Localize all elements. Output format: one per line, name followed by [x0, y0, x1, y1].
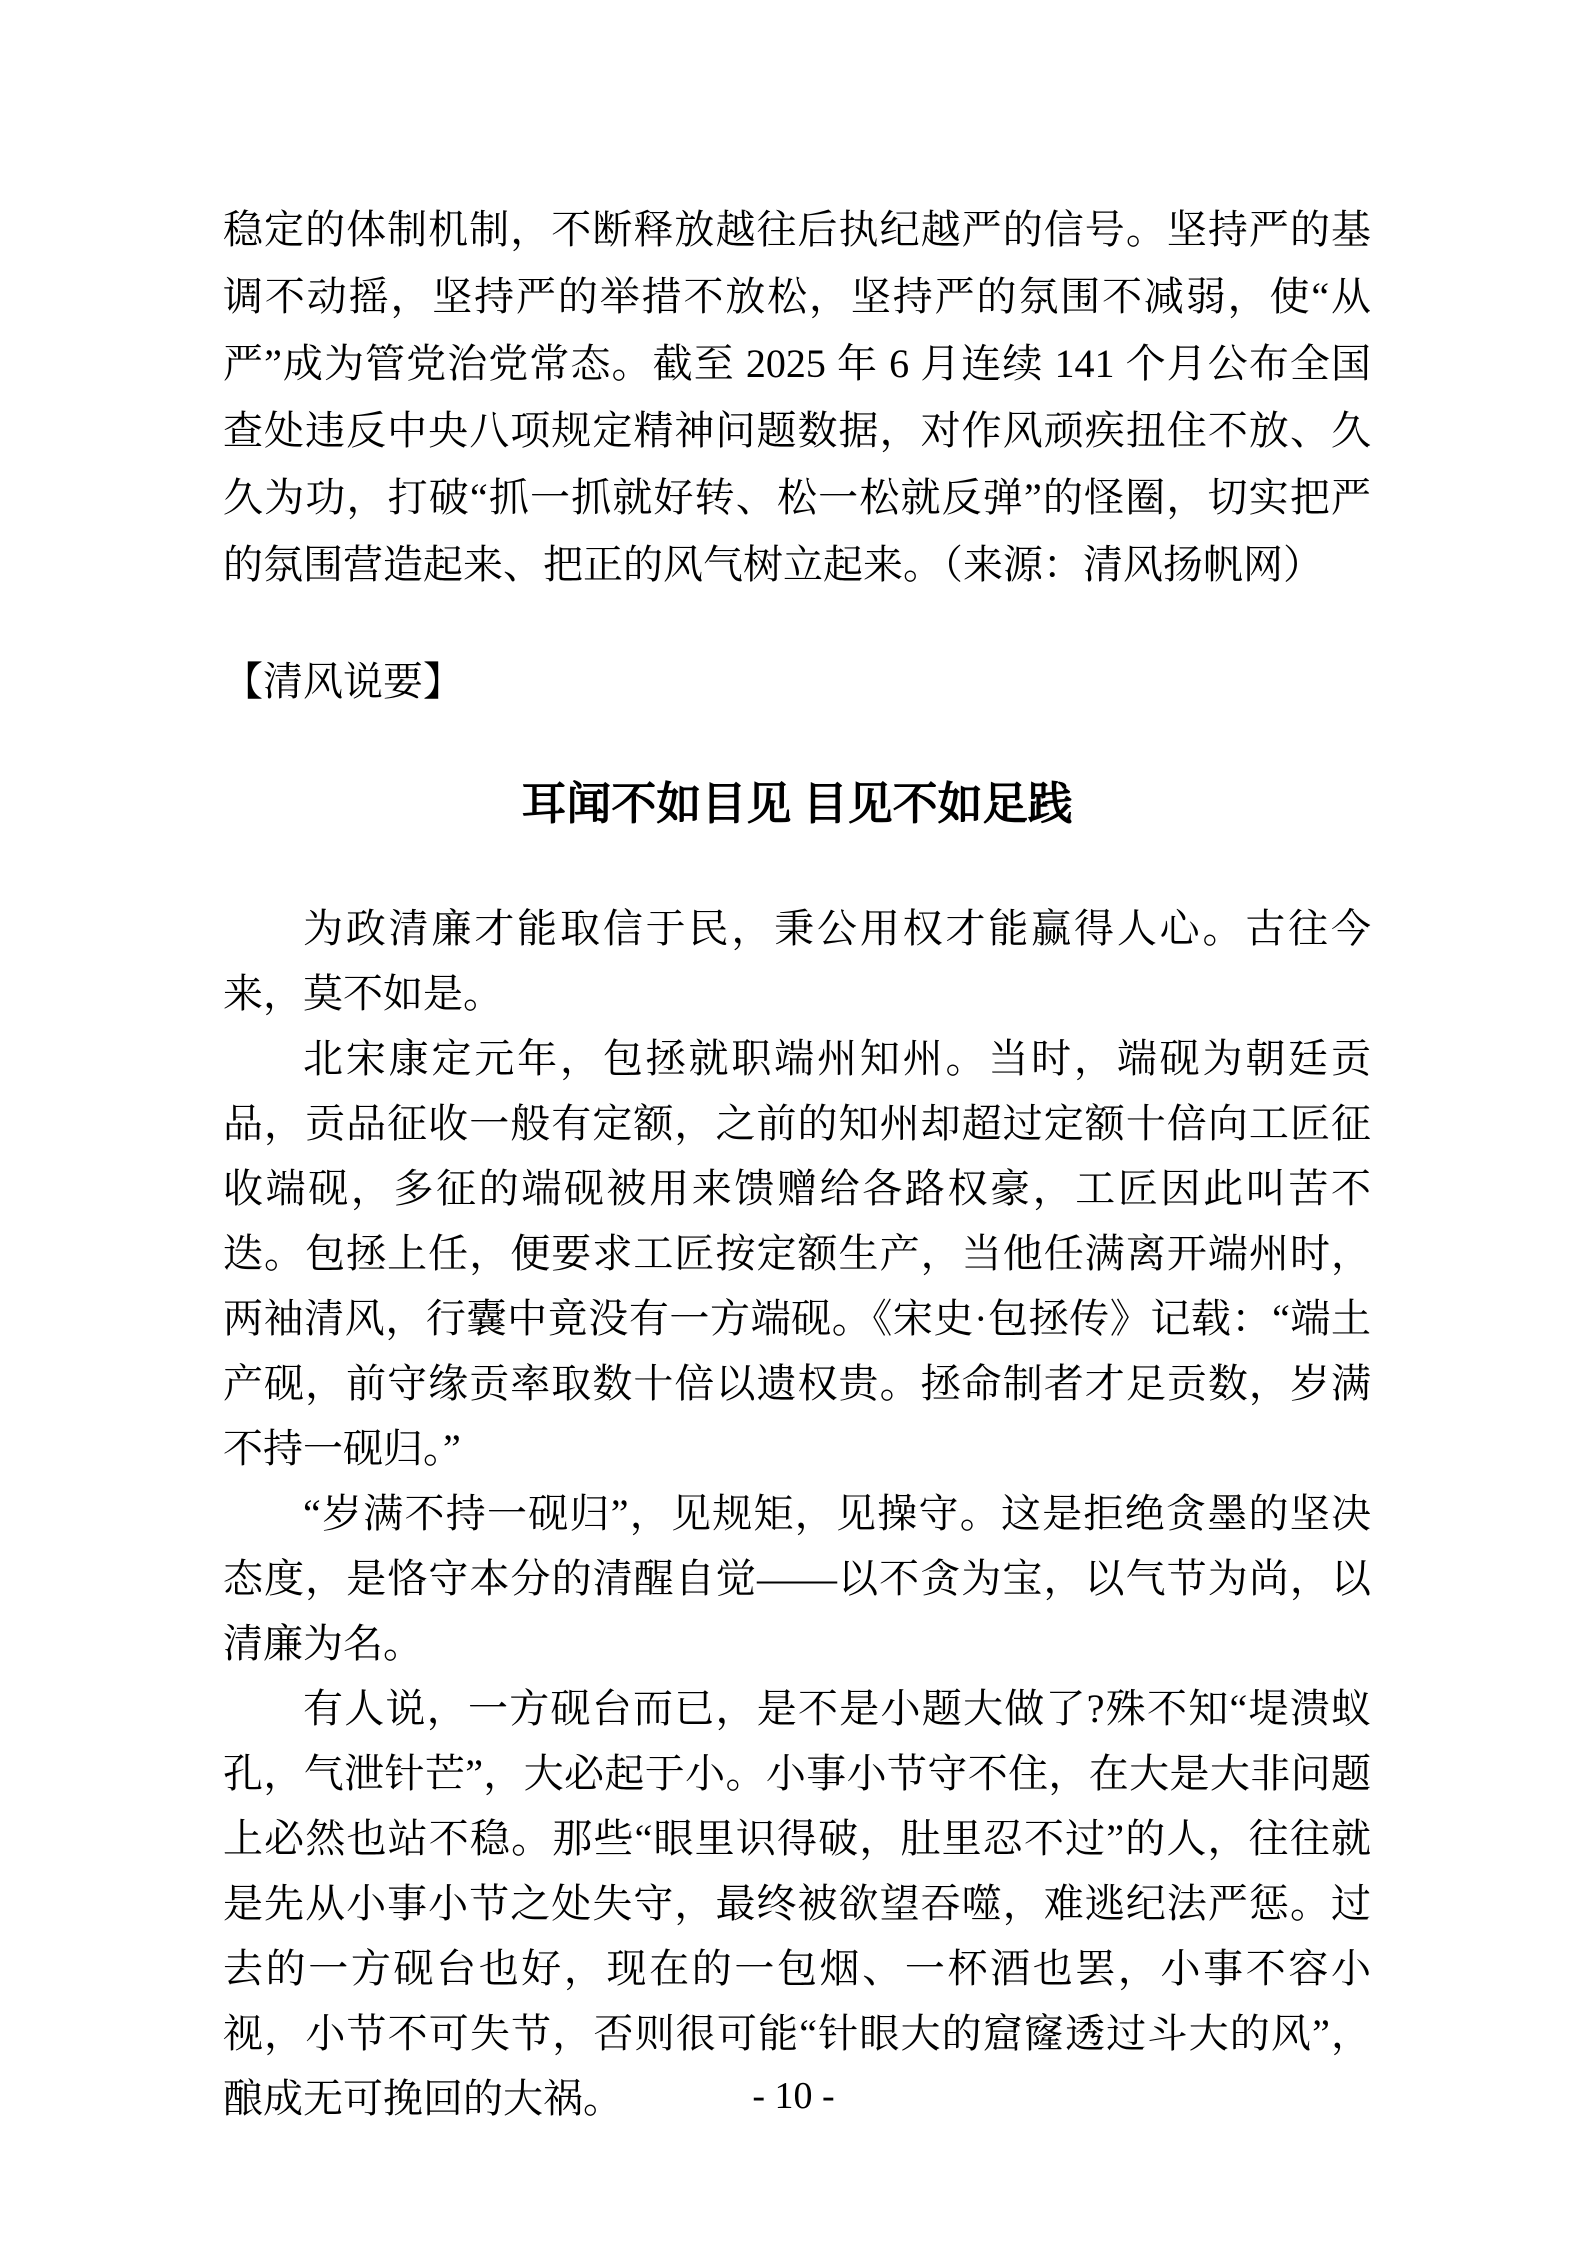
continuation-paragraph: 稳定的体制机制，不断释放越往后执纪越严的信号。坚持严的基调不动摇，坚持严的举措不放松，坚持严的氛围不减弱，使“从严”成为管党治党常态。截至 2025 年 6 月连续 141 个月公布全国查处违反中央八项规定精神问题数据，对作风顽疾扭住不放、久久为功，打破“抓一抓就好转、松一松就反弹”的怪圈，切实把严的氛围营造起来、把正的风气树立起来。（来源：清风扬帆网）	[223, 207, 1371, 587]
article-paragraph: 有人说，一方砚台而已，是不是小题大做了?殊不知“堤溃蚁孔，气泄针芒”，大必起于小。小事小节守不住，在大是大非问题上必然也站不稳。那些“眼里识得破，肚里忍不过”的人，往往就是先从小事小节之处失守，最终被欲望吞噬，难逃纪法严惩。过去的一方砚台也好，现在的一包烟、一杯酒也罢，小事不容小视，小节不可失节，否则很可能“针眼大的窟窿透过斗大的风”，酿成无可挽回的大祸。	[223, 1686, 1371, 2121]
article-paragraph: 为政清廉才能取信于民，秉公用权才能赢得人心。古往今来，莫不如是。	[223, 906, 1371, 1016]
article-paragraph: “岁满不持一砚归”，见规矩，见操守。这是拒绝贪墨的坚决态度，是恪守本分的清醒自觉——以不贪为宝，以气节为尚，以清廉为名。	[223, 1491, 1371, 1666]
section-header: 【清风说要】	[223, 659, 463, 704]
article-body	[223, 896, 1371, 2131]
article-title: 耳闻不如目见 目见不如足践	[521, 779, 1073, 829]
page-content	[223, 196, 1371, 2131]
page-number: - 10 -	[752, 2075, 835, 2117]
article-paragraph: 北宋康定元年，包拯就职端州知州。当时，端砚为朝廷贡品，贡品征收一般有定额，之前的知州却超过定额十倍向工匠征收端砚，多征的端砚被用来馈赠给各路权豪，工匠因此叫苦不迭。包拯上任，便要求工匠按定额生产，当他任满离开端州时，两袖清风，行囊中竟没有一方端砚。《宋史·包拯传》记载：“端土产砚，前守缘贡率取数十倍以遗权贵。拯命制者才足贡数，岁满不持一砚归。”	[223, 1036, 1371, 1471]
